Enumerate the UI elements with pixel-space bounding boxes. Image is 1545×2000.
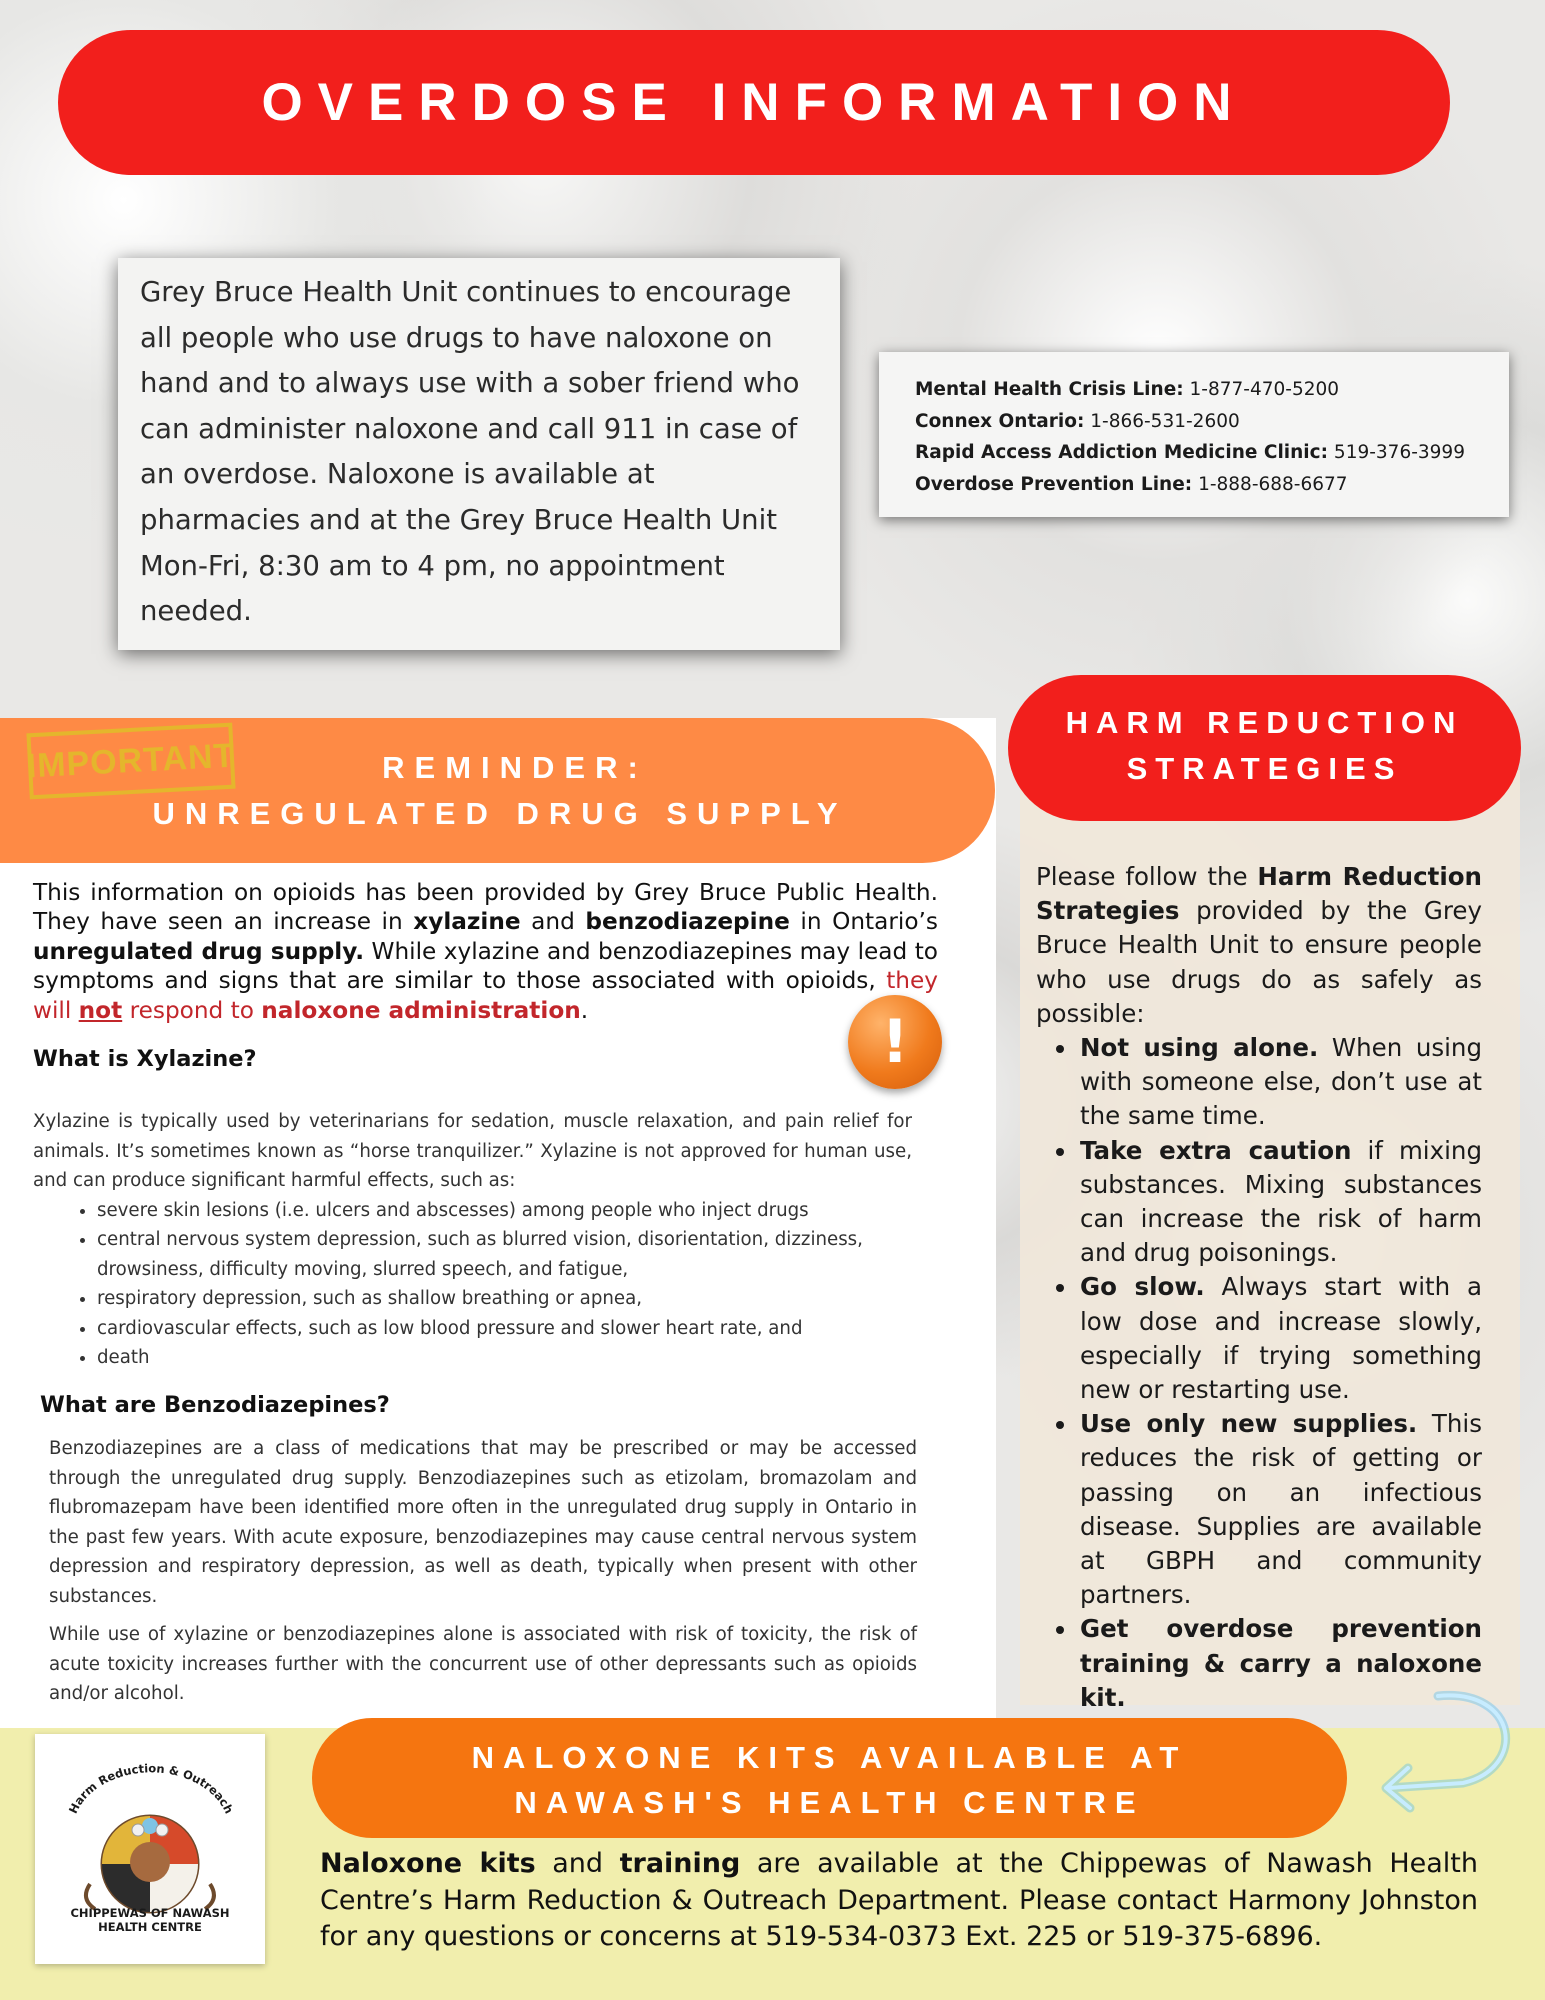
logo-arc-text: Harm Reduction & Outreach [65, 1761, 237, 1816]
naloxone-notice-card [118, 258, 840, 650]
list-item: • cardiovascular effects, such as low blood pressure and slower heart rate, and [97, 1314, 912, 1344]
list-item: • Take extra caution if mixing substances. Mixing substances can increase the risk of harm and drug poisonings. [1078, 1134, 1482, 1271]
logo-name-line1: CHIPPEWAS OF NAWASH [70, 1906, 230, 1920]
harm-reduction-body [1036, 860, 1482, 1715]
list-item: • Use only new supplies. This reduces the risk of getting or passing on an infectious disease. Supplies are available at GBPH and community partners. [1078, 1407, 1482, 1612]
harm-reduction-intro: Please follow the Harm Reduction Strategies provided by the Grey Bruce Health Unit to ensure people who use drugs do as safely as possible: [1036, 862, 1482, 1028]
benzo-body-2: While use of xylazine or benzodiazepines alone is associated with risk of toxicity, the risk of acute toxicity increases further with the concurrent use of other depressants such as opioids and/or alcohol. [49, 1624, 917, 1704]
harm-reduction-title-line1: HARM REDUCTION [1065, 705, 1464, 740]
curved-arrow-icon [1368, 1688, 1528, 1818]
harm-reduction-list [1036, 1031, 1482, 1715]
nawash-logo [35, 1734, 265, 1964]
xylazine-heading: What is Xylazine? [33, 1046, 257, 1072]
xylazine-body: Xylazine is typically used by veterinarians for sedation, muscle relaxation, and pain relief for animals. It’s sometimes known as “horse tranquilizer.” Xylazine is not approved for human use, and can produce significant harmful effects, such as: [33, 1111, 912, 1191]
benzo-heading: What are Benzodiazepines? [40, 1392, 390, 1418]
harm-reduction-banner [1008, 675, 1521, 821]
reminder-title-line2: UNREGULATED DRUG SUPPLY [152, 796, 848, 831]
naloxone-title-line2: NAWASH'S HEALTH CENTRE [514, 1785, 1145, 1820]
svg-text:Harm Reduction & Outreach [66, 1761, 236, 1816]
reminder-title-line1: REMINDER: [382, 750, 648, 785]
naloxone-notice-text: Grey Bruce Health Unit continues to encourage all people who use drugs to have naloxone on hand and to always use with a sober friend who can administer naloxone and call 911 in case of an overdose. Naloxone is available at pharmacies and at the Grey Bruce Health Unit Mon-Fri, 8:30 am to 4 pm, no appointment needed. [140, 276, 800, 628]
phone-line-item: Mental Health Crisis Line: 1-877-470-5200 [915, 379, 1340, 400]
naloxone-banner [312, 1718, 1347, 1838]
harm-reduction-title-line2: STRATEGIES [1126, 751, 1403, 786]
list-item: • Not using alone. When using with someone else, don’t use at the same time. [1078, 1031, 1482, 1134]
list-item: • respiratory depression, such as shallow breathing or apnea, [97, 1284, 912, 1314]
list-item: • Get overdose prevention training & carry a naloxone kit. [1078, 1612, 1482, 1715]
xylazine-effects-list [33, 1196, 912, 1373]
important-stamp [26, 723, 235, 800]
title-banner [58, 30, 1450, 175]
naloxone-title-line1: NALOXONE KITS AVAILABLE AT [471, 1740, 1188, 1775]
phone-line-item: Connex Ontario: 1-866-531-2600 [915, 410, 1240, 432]
phone-line-item: Rapid Access Addiction Medicine Clinic: 519-376-3999 [915, 442, 1465, 463]
important-stamp-text: IMPORTANT [25, 736, 237, 785]
benzo-body-1: Benzodiazepines are a class of medications that may be prescribed or may be accessed through the unregulated drug supply. Benzodiazepines such as etizolam, bromazolam and flubromazepam have been identified more often in the unregulated drug supply in Ontario in the past few years. With acute exposure, benzodiazepines may cause central nervous system depression and respiratory depression, as well as death, typically when present with other substances. [49, 1438, 917, 1607]
benzo-section [49, 1434, 917, 1709]
logo-name-line2: HEALTH CENTRE [98, 1920, 202, 1934]
warning-icon: ! [848, 995, 942, 1089]
phone-line-item: Overdose Prevention Line: 1-888-688-6677 [915, 473, 1348, 495]
list-item: • central nervous system depression, such as blurred vision, disorientation, dizziness, drowsiness, difficulty moving, slurred speech, and fatigue, [97, 1225, 912, 1284]
page-title: OVERDOSE INFORMATION [261, 73, 1247, 132]
reminder-intro: This information on opioids has been provided by Grey Bruce Public Health. They have seen an increase in xylazine and benzodiazepine in Ontario’s unregulated drug supply. While xylazine and benzodiazepines may lead to symptoms and signs that are similar to those associated with opioids, they will not respond to naloxone administration. [33, 879, 938, 1024]
naloxone-contact-text: Naloxone kits and training are available at the Chippewas of Nawash Health Centre’s Harm Reduction & Outreach Department. Please contact Harmony Johnston for any questions or concerns at 519-534-0373 Ext. 225 or 519-375-6896. [320, 1848, 1478, 1952]
list-item: • Go slow. Always start with a low dose and increase slowly, especially if trying something new or restarting use. [1078, 1270, 1482, 1407]
list-item: • severe skin lesions (i.e. ulcers and abscesses) among people who inject drugs [97, 1196, 912, 1226]
list-item: • death [97, 1343, 912, 1373]
xylazine-section [33, 1107, 912, 1373]
phone-lines-card [879, 352, 1509, 517]
